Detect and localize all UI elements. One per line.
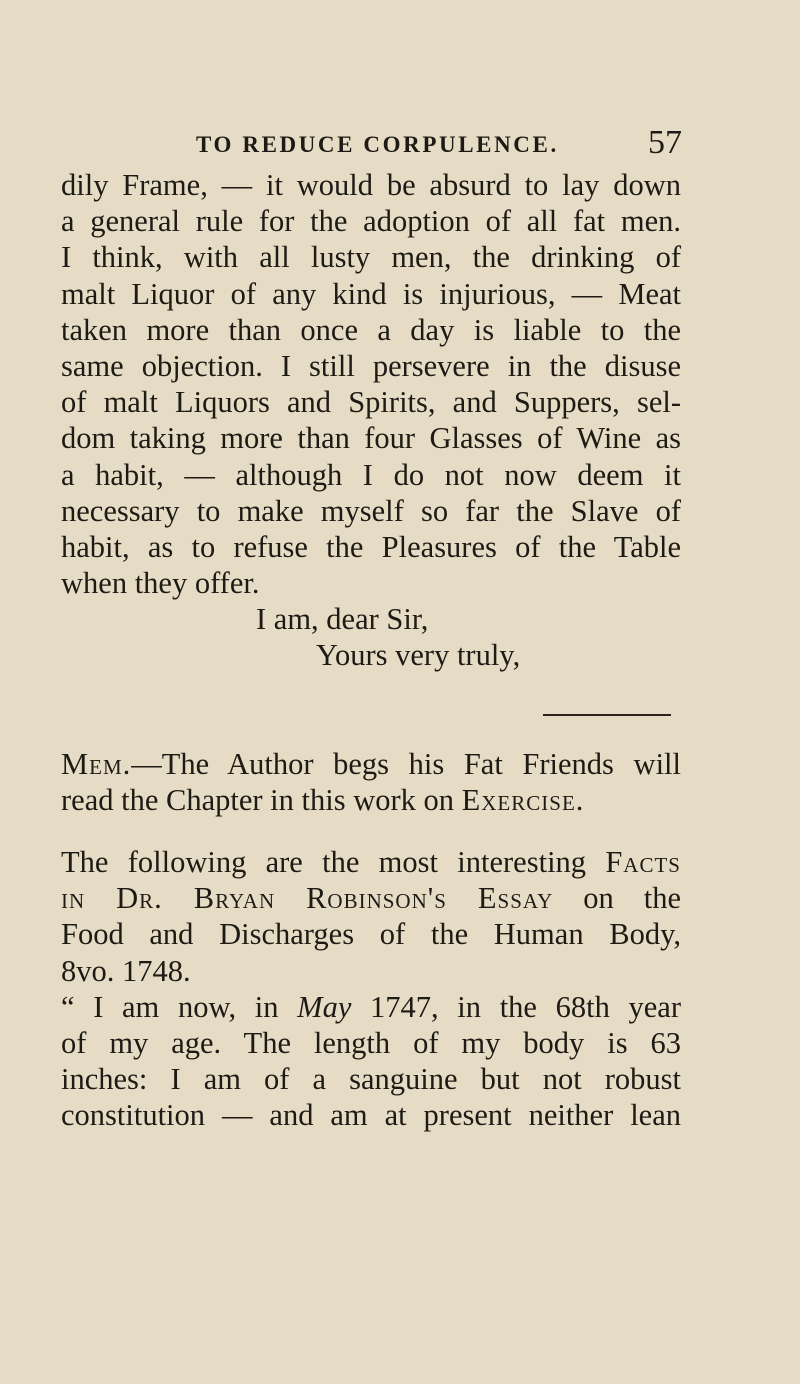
facts-line: [61, 844, 681, 880]
facts-line: 8vo. 1748.: [61, 953, 191, 988]
facts-word: Facts: [605, 845, 681, 879]
quote-text: “ I am now, in: [61, 989, 298, 1024]
closing-signoff: Yours very truly,: [316, 638, 521, 673]
facts-line: Food and Discharges of the Human Body,: [61, 917, 681, 952]
closing-salutation: I am, dear Sir,: [256, 602, 429, 637]
text-line: dily Frame, — it would be absurd to lay down: [61, 168, 681, 202]
text-line: a general rule for the adoption of all fat men.: [61, 204, 681, 239]
running-title: TO REDUCE CORPULENCE.: [196, 132, 559, 157]
quote-month: May: [297, 989, 352, 1024]
quote-line: of my age. The length of my body is 63: [61, 1025, 681, 1060]
text-line: habit, as to refuse the Pleasures of the Table: [61, 529, 681, 564]
text-line: a habit, — although I do not now deem it: [61, 457, 681, 492]
memo-text: —The Author begs his Fat Friends will: [131, 746, 681, 781]
letter-paragraph: [61, 167, 681, 674]
running-head: [196, 124, 682, 164]
text-line: of malt Liquors and Spirits, and Suppers, sel-: [61, 385, 681, 420]
quote-line: [61, 989, 681, 1025]
quote-paragraph: [61, 989, 681, 1134]
facts-essay-title: in Dr. Bryan Robinson's Essay: [61, 881, 554, 916]
quote-line: inches: I am of a sanguine but not robust: [61, 1062, 681, 1097]
memo-line: [61, 746, 681, 782]
facts-line: [61, 880, 681, 916]
text-line: I think, with all lusty men, the drinking of: [61, 240, 681, 275]
memo-label: Mem.: [61, 746, 132, 781]
section-divider: [543, 714, 671, 716]
text-line: same objection. I still persevere in the disuse: [61, 348, 681, 383]
memo-paragraph: [61, 746, 681, 818]
quote-line: constitution — and am at present neither lean: [61, 1098, 681, 1133]
text-line: dom taking more than four Glasses of Wine as: [61, 421, 681, 456]
facts-text: on the: [553, 881, 681, 916]
text-line: taken more than once a day is liable to the: [61, 312, 681, 347]
body-text: [61, 167, 681, 1134]
quote-text: 1747, in the 68th year: [351, 989, 681, 1024]
page-number: 57: [648, 124, 682, 161]
facts-paragraph: [61, 844, 681, 989]
memo-line: [61, 782, 681, 818]
text-line: malt Liquor of any kind is injurious, — Meat: [61, 276, 681, 311]
paragraph-gap: [61, 818, 681, 844]
text-line: when they offer.: [61, 566, 260, 601]
memo-text: read the Chapter in this work on: [61, 782, 462, 817]
text-line: necessary to make myself so far the Slave of: [61, 493, 681, 528]
section-rule-area: [61, 674, 681, 746]
facts-text: The following are the most interesting: [61, 845, 606, 879]
memo-exercise: Exercise.: [461, 782, 585, 817]
